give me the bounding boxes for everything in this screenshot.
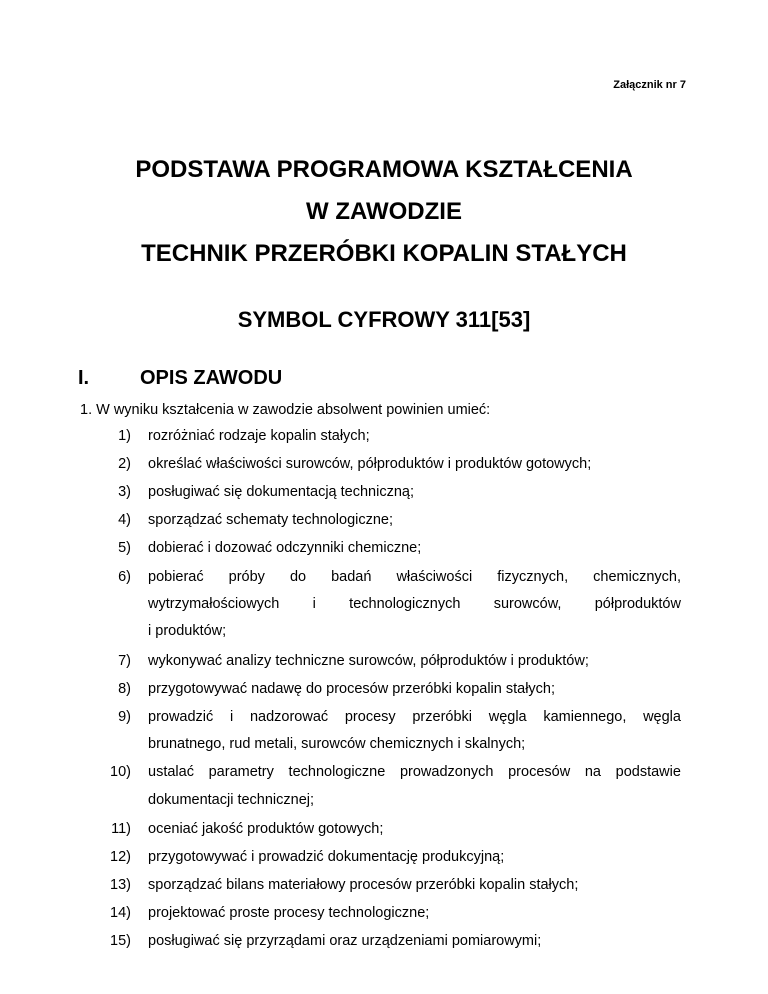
list-item-text: przygotowywać nadawę do procesów przeróbki kopalin stałych; (148, 681, 556, 697)
section-number: I. (78, 367, 90, 389)
list-item-number: 6) (118, 569, 131, 585)
list-item-text: rozróżniać rodzaje kopalin stałych; (148, 428, 370, 444)
list-item-number: 2) (118, 456, 131, 472)
list-item-text: sporządzać bilans materiałowy procesów przeróbki kopalin stałych; (148, 877, 579, 893)
list-item-text: sporządzać schematy technologiczne; (148, 512, 394, 528)
list-item-text-line-2: wytrzymałościowych i technologicznych surowców, półproduktów (148, 596, 681, 612)
list-item-number: 5) (118, 540, 131, 556)
list-item-number: 13) (110, 877, 131, 893)
list-item-text: oceniać jakość produktów gotowych; (148, 821, 384, 837)
list-item-text: posługiwać się przyrządami oraz urządzeniami pomiarowymi; (148, 933, 542, 949)
list-item-text-line-3: i produktów; (148, 623, 227, 639)
list-item-text-line-1: pobierać próby do badań właściwości fizycznych, chemicznych, (148, 569, 681, 585)
list-item-number: 11) (111, 821, 131, 837)
list-item-text-line-1: prowadzić i nadzorować procesy przeróbki węgla kamiennego, węgla (148, 709, 681, 725)
symbol-heading: SYMBOL CYFROWY 311[53] (237, 307, 531, 332)
list-item-number: 3) (118, 484, 131, 500)
list-item-text: posługiwać się dokumentacją techniczną; (148, 484, 414, 500)
list-item-number: 9) (118, 709, 131, 725)
list-item-text: dobierać i dozować odczynniki chemiczne; (148, 540, 422, 556)
list-item-number: 7) (118, 653, 131, 669)
list-item-number: 10) (110, 764, 131, 780)
list-item-number: 4) (118, 512, 131, 528)
list-item-number: 14) (110, 905, 131, 921)
list-item-text: wykonywać analizy techniczne surowców, półproduktów i produktów; (148, 653, 589, 669)
list-item-number: 1) (118, 428, 131, 444)
list-item-number: 15) (110, 933, 131, 949)
section-title: OPIS ZAWODU (140, 367, 283, 389)
list-item-text-line-1: ustalać parametry technologiczne prowadzonych procesów na podstawie (148, 764, 681, 780)
annex-label: Załącznik nr 7 (613, 79, 686, 91)
list-item-text: projektować proste procesy technologiczne; (148, 905, 430, 921)
list-item-text-line-2: brunatnego, rud metali, surowców chemicznych i skalnych; (148, 736, 526, 752)
title-line-2: W ZAWODZIE (306, 198, 462, 225)
list-item-text-line-2: dokumentacji technicznej; (148, 792, 315, 808)
list-item-text: przygotowywać i prowadzić dokumentację produkcyjną; (148, 849, 505, 865)
section-lead: 1. W wyniku kształcenia w zawodzie absolwent powinien umieć: (80, 402, 491, 418)
list-item-text: określać właściwości surowców, półproduktów i produktów gotowych; (148, 456, 592, 472)
list-item-number: 8) (118, 681, 131, 697)
title-line-1: PODSTAWA PROGRAMOWA KSZTAŁCENIA (135, 156, 633, 183)
list-item-number: 12) (110, 849, 131, 865)
title-line-3: TECHNIK PRZERÓBKI KOPALIN STAŁYCH (141, 240, 627, 267)
